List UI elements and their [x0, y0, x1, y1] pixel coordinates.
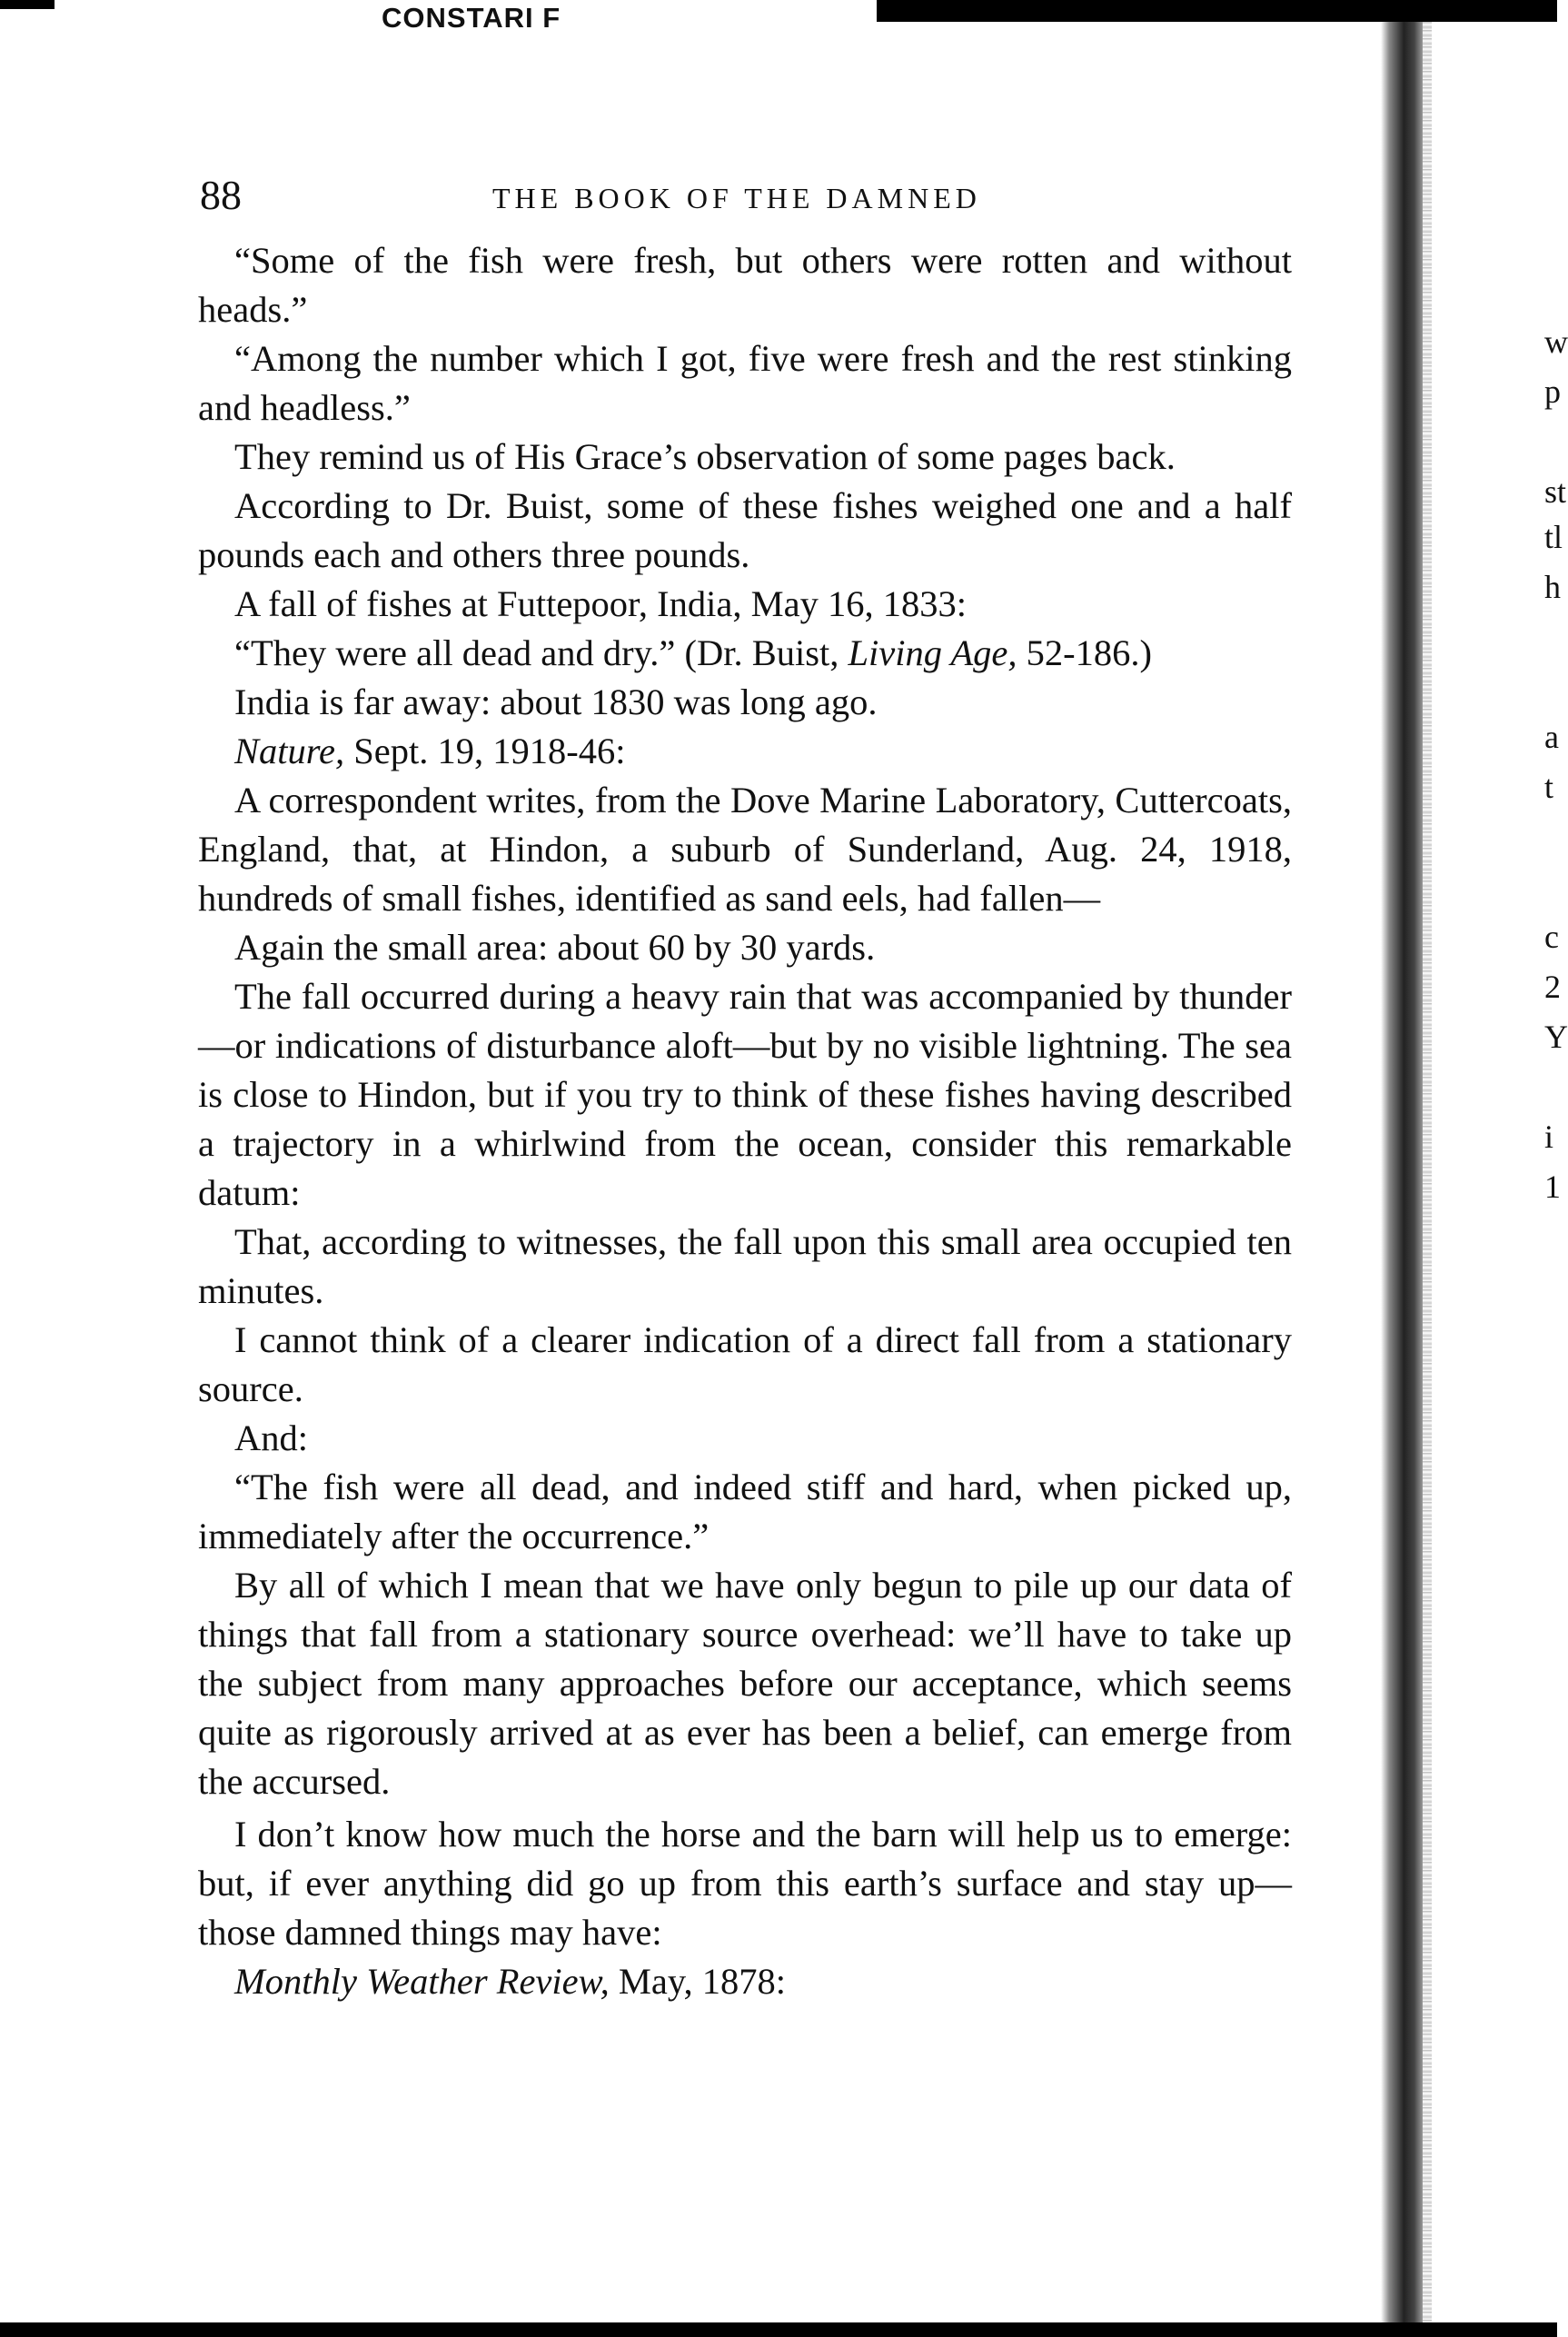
facing-page-fragment: st: [1544, 473, 1567, 510]
facing-page-fragment: t: [1544, 769, 1554, 805]
paragraph: [198, 1561, 1292, 1806]
paragraph: [198, 433, 1292, 482]
library-stamp: CONSTARI F: [382, 2, 561, 34]
facing-page-fragment: Y: [1544, 1019, 1568, 1055]
paragraph-text: Sept. 19, 1918-46:: [344, 731, 626, 771]
facing-page-fragment: a: [1544, 719, 1559, 755]
paragraph: [198, 1463, 1292, 1561]
page-header: [200, 171, 1290, 225]
facing-page: [1432, 22, 1557, 2337]
paragraph: [198, 1218, 1292, 1316]
paragraph-text: Again the small area: about 60 by 30 yards.: [234, 927, 876, 968]
facing-page-fragment: h: [1544, 569, 1561, 605]
paragraph: [198, 972, 1292, 1218]
paragraph-text: I don’t know how much the horse and the barn will help us to emerge: but, if ever anything did go up from this earth’s surface and stay up—those damned things may have:: [198, 1814, 1292, 1953]
paragraph-text: A fall of fishes at Futtepoor, India, May 16, 1833:: [234, 583, 968, 624]
scan-border-top-right: [877, 0, 1557, 22]
italic-citation: Nature,: [234, 731, 345, 771]
paragraph: [198, 236, 1292, 334]
paragraph-text: India is far away: about 1830 was long ago.: [234, 681, 878, 722]
facing-page-fragment: 2: [1544, 969, 1561, 1005]
paragraph: [198, 1414, 1292, 1463]
paragraph-text: According to Dr. Buist, some of these fishes weighed one and a half pounds each and others three pounds.: [198, 485, 1292, 575]
page-edge: [1423, 22, 1432, 2337]
paragraph-text: By all of which I mean that we have only begun to pile up our data of things that fall from a stationary source overhead: we’ll have to take up the subject from many approaches before our acceptance, which seems quite as rigorously arrived at as ever has been a belief, can emerge from the accursed.: [198, 1565, 1292, 1802]
paragraph: [198, 580, 1292, 629]
facing-page-fragment: c: [1544, 919, 1559, 955]
running-title: THE BOOK OF THE DAMNED: [492, 182, 981, 214]
paragraph-text: “They were all dead and dry.” (Dr. Buist,: [234, 632, 849, 673]
paragraph-text: “The fish were all dead, and indeed stiff and hard, when picked up, immediately after the occurrence.”: [198, 1467, 1292, 1556]
facing-page-fragment: tl: [1544, 519, 1563, 555]
paragraph: [198, 1810, 1292, 1957]
paragraph-text: They remind us of His Grace’s observation of some pages back.: [234, 436, 1176, 477]
paragraph-text: And:: [234, 1417, 308, 1458]
scan-border-bottom: [0, 2322, 1557, 2337]
page-body: [198, 236, 1292, 2006]
paragraph-text: May, 1878:: [609, 1961, 786, 2002]
paragraph: [198, 1316, 1292, 1414]
facing-page-fragment: w: [1544, 323, 1568, 360]
facing-page-fragment: 1: [1544, 1168, 1561, 1205]
paragraph-text: A correspondent writes, from the Dove Marine Laboratory, Cuttercoats, England, that, at Hindon, a suburb of Sunderland, Aug. 24, 1918, hundreds of small fishes, identified as sand eels, had fallen—: [198, 780, 1292, 919]
paragraph-text: The fall occurred during a heavy rain that was accompanied by thunder—or indications of disturbance aloft—but by no visible lightning. The sea is close to Hindon, but if you try to think of these fishes having described a trajectory in a whirlwind from the ocean, consider this remarkable datum:: [198, 976, 1292, 1213]
italic-citation: Living Age,: [848, 632, 1017, 673]
paragraph-text: I cannot think of a clearer indication of a direct fall from a stationary source.: [198, 1319, 1292, 1409]
paragraph: [198, 923, 1292, 972]
paragraph: [198, 629, 1292, 678]
paragraph: [198, 678, 1292, 727]
paragraph-text: 52-186.): [1017, 632, 1152, 673]
paragraph-text: That, according to witnesses, the fall upon this small area occupied ten minutes.: [198, 1221, 1292, 1311]
page-number: 88: [200, 172, 242, 218]
paragraph: [198, 1957, 1292, 2006]
paragraph: [198, 727, 1292, 776]
paragraph: [198, 334, 1292, 433]
paragraph-text: “Among the number which I got, five were fresh and the rest stinking and headless.”: [198, 338, 1292, 428]
scan-border-top-left: [0, 0, 55, 9]
paragraph-text: “Some of the fish were fresh, but others were rotten and without heads.”: [198, 240, 1292, 330]
book-gutter-shadow: [1381, 22, 1423, 2337]
italic-citation: Monthly Weather Review,: [234, 1961, 610, 2002]
facing-page-fragment: p: [1544, 373, 1561, 410]
paragraph: [198, 482, 1292, 580]
facing-page-fragment: i: [1544, 1119, 1554, 1155]
paragraph: [198, 776, 1292, 923]
